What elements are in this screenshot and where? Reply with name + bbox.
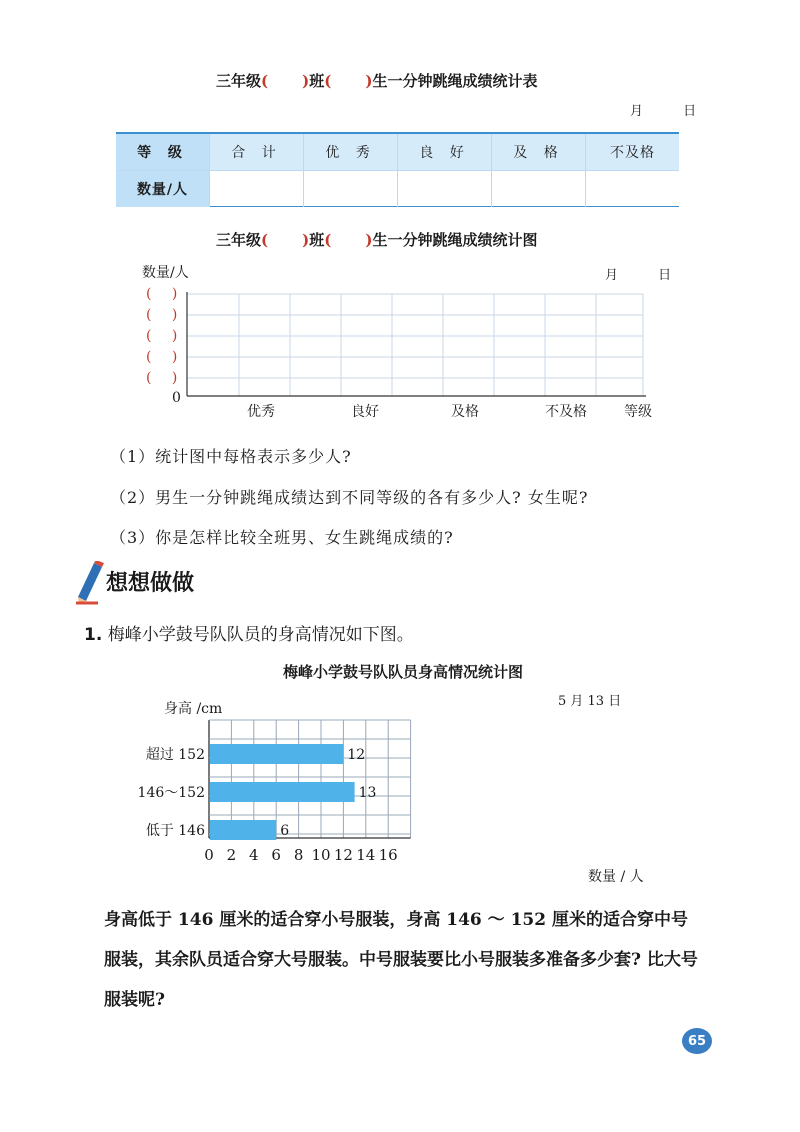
chart-ticks (204, 846, 398, 864)
category-label: 良好 (351, 404, 379, 420)
chart-xlabel: 数量 / 人 (588, 869, 644, 885)
blank-chart-date: 月 日 (605, 268, 690, 283)
row-label: 数量/人 (116, 171, 210, 207)
table-title: 三年级( )班( )生一分钟跳绳成绩统计表 (216, 72, 538, 90)
tick-label: 2 (226, 846, 237, 864)
page-number: 65 (682, 1028, 712, 1054)
category-label: 优秀 (247, 404, 275, 420)
blank-cell[interactable] (586, 171, 679, 207)
x-axis-label: 等级 (624, 404, 652, 420)
category-label: 146～152 (137, 785, 205, 801)
bar-value-label: 12 (347, 747, 366, 763)
header-cell: 不及格 (610, 145, 655, 161)
table-row (116, 170, 679, 207)
bar (210, 820, 276, 840)
category-label: 超过 152 (145, 747, 205, 763)
blank-chart-ylabel: 数量/人 (142, 265, 189, 281)
blank-chart-grid (180, 288, 650, 400)
y-blank[interactable]: ( ) (146, 370, 186, 386)
header-cell: 优 秀 (304, 134, 398, 170)
blank-cell[interactable] (304, 171, 398, 207)
chart-date: 5 月 13 日 (558, 694, 622, 709)
blank-chart-title: 三年级( )班( )生一分钟跳绳成绩统计图 (216, 231, 538, 249)
chart-bars (210, 744, 376, 840)
tick-label: 8 (293, 846, 304, 864)
table-header-row (116, 134, 679, 170)
tick-label: 4 (249, 846, 259, 864)
exercise-number: 1. (84, 625, 103, 645)
y-zero: 0 (172, 390, 181, 406)
bar-value-label: 6 (280, 823, 290, 839)
tick-label: 12 (333, 846, 353, 864)
chart-categories (138, 746, 206, 839)
y-blank[interactable]: ( ) (146, 307, 186, 323)
problem-paragraph: 身高低于 146 厘米的适合穿小号服装，身高 146 ～ 152 厘米的适合穿中号服装，其余队员适合穿大号服装。中号服装要比小号服装多准备多少套? 比大号服装呢? (104, 910, 698, 1010)
pencil-icon (74, 561, 104, 605)
header-cell: 良 好 (398, 134, 492, 170)
question-3: （3）你是怎样比较全班男、女生跳绳成绩的? (110, 528, 454, 547)
tick-label: 14 (356, 846, 376, 864)
header-cell: 等 级 (116, 134, 210, 170)
section-title: 想想做做 (106, 571, 195, 596)
exercise-line (84, 620, 414, 645)
bar-chart (120, 710, 680, 890)
tick-label: 10 (311, 846, 331, 864)
blank-cell[interactable] (492, 171, 586, 207)
y-blank[interactable]: ( ) (146, 349, 186, 365)
header-cell: 合 计 (210, 134, 304, 170)
exercise-text: 梅峰小学鼓号队队员的身高情况如下图。 (107, 625, 414, 645)
category-label: 低于 146 (145, 823, 205, 839)
chart-title: 梅峰小学鼓号队队员身高情况统计图 (283, 663, 524, 681)
grade-table (116, 132, 679, 207)
question-1: （1）统计图中每格表示多少人? (110, 447, 352, 466)
bar (210, 782, 355, 802)
chart-ylabel: 身高 /cm (164, 701, 223, 717)
y-blank[interactable]: ( ) (146, 286, 186, 302)
category-label: 及格 (451, 404, 479, 420)
tick-label: 6 (271, 846, 281, 864)
tick-label: 16 (378, 846, 398, 864)
category-label: 不及格 (545, 404, 587, 420)
bar-value-label: 13 (358, 785, 377, 801)
y-blank[interactable]: ( ) (146, 328, 186, 344)
bar (210, 744, 343, 764)
blank-cell[interactable] (210, 171, 304, 207)
table-date: 月 日 (630, 104, 715, 119)
header-cell: 及 格 (492, 134, 586, 170)
question-2: （2）男生一分钟跳绳成绩达到不同等级的各有多少人? 女生呢? (110, 488, 589, 507)
tick-label: 0 (204, 846, 214, 864)
blank-cell[interactable] (398, 171, 492, 207)
